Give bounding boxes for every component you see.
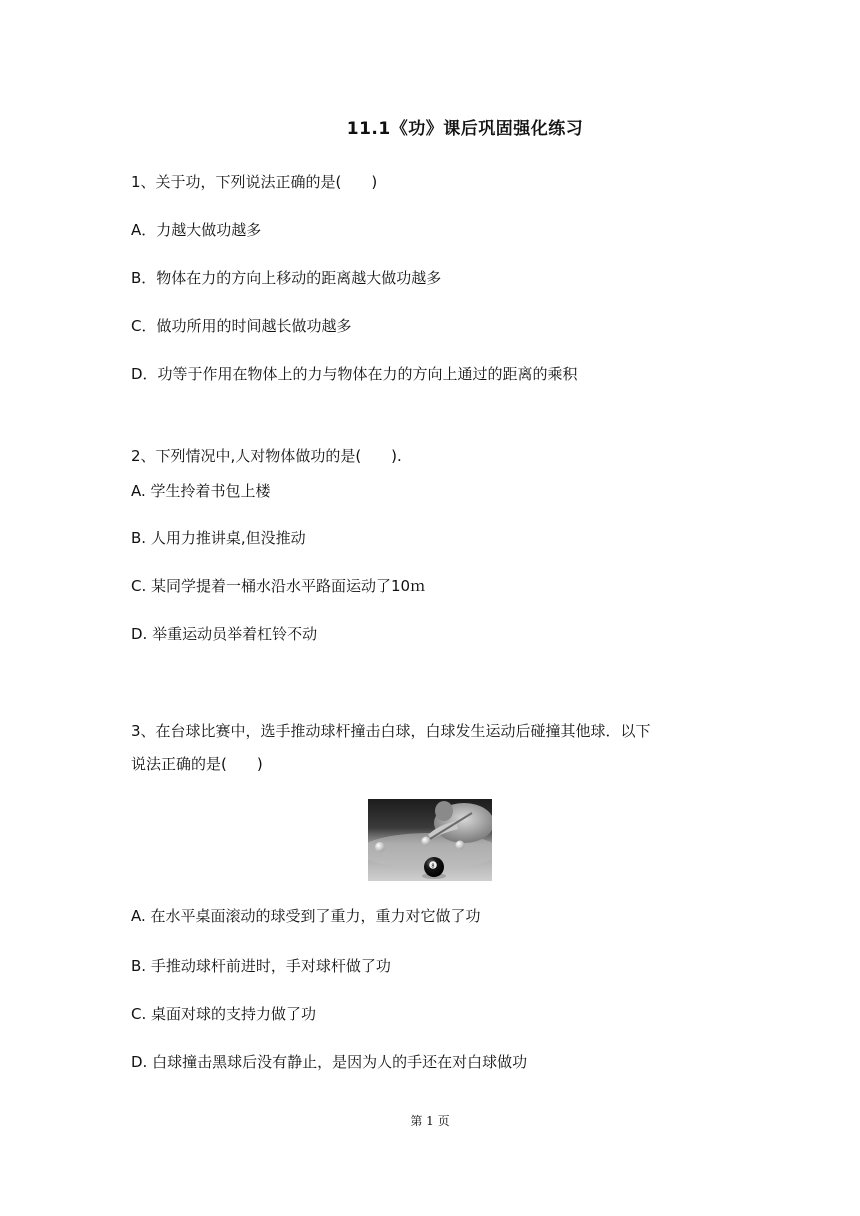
question-1-option-a: A．力越大做功越多 bbox=[131, 221, 262, 239]
question-1-stem: 1、关于功，下列说法正确的是( ) bbox=[131, 173, 378, 191]
question-2-stem: 2、下列情况中,人对物体做功的是( ). bbox=[131, 447, 402, 465]
question-3-stem-line-1: 3、在台球比赛中，选手推动球杆撞击白球，白球发生运动后碰撞其他球．以下 bbox=[131, 722, 651, 740]
question-2-option-b: B. 人用力推讲桌,但没推动 bbox=[131, 529, 306, 547]
question-2-option-d: D. 举重运动员举着杠铃不动 bbox=[131, 625, 318, 643]
page-number: 第 1 页 bbox=[410, 1114, 450, 1128]
question-1-option-d: D．功等于作用在物体上的力与物体在力的方向上通过的距离的乘积 bbox=[131, 365, 578, 383]
question-3-option-b: B. 手推动球杆前进时，手对球杆做了功 bbox=[131, 957, 391, 975]
question-1-option-b: B．物体在力的方向上移动的距离越大做功越多 bbox=[131, 269, 442, 287]
document-title: 11.1《功》课后巩固强化练习 bbox=[346, 119, 584, 139]
question-3-stem-line-2: 说法正确的是( ) bbox=[131, 755, 263, 773]
question-3-option-c: C. 桌面对球的支持力做了功 bbox=[131, 1005, 317, 1023]
svg-text:8: 8 bbox=[431, 863, 435, 870]
billiards-photo bbox=[368, 799, 492, 881]
question-1-option-c: C．做功所用的时间越长做功越多 bbox=[131, 317, 352, 335]
question-2-option-a: A. 学生拎着书包上楼 bbox=[131, 482, 271, 500]
question-2-option-c: C. 某同学提着一桶水沿水平路面运动了10ｍ bbox=[131, 577, 426, 595]
question-3-option-a: A. 在水平桌面滚动的球受到了重力，重力对它做了功 bbox=[131, 907, 481, 925]
question-3-option-d: D. 白球撞击黑球后没有静止，是因为人的手还在对白球做功 bbox=[131, 1053, 528, 1071]
